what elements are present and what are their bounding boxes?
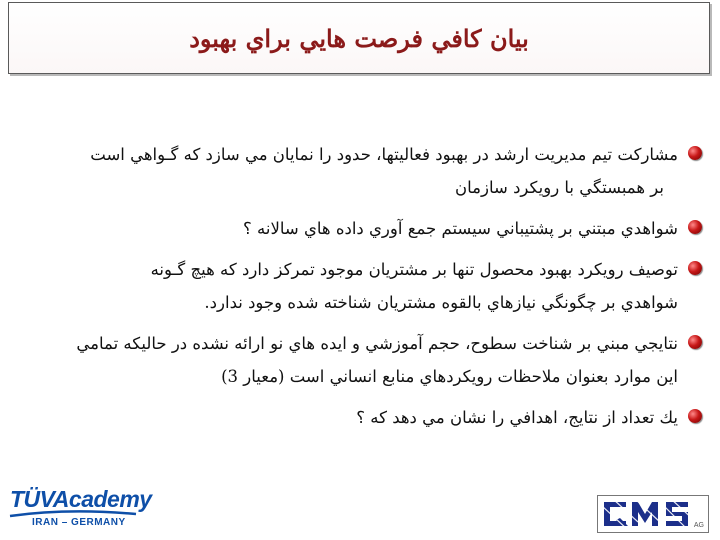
bullet-text-line: نتايجي مبني بر شناخت سطوح، حجم آموزشي و ايده هاي نو ارائه نشده در حاليكه تمامي [76, 334, 678, 353]
red-sphere-bullet-icon [688, 335, 702, 349]
bullet-text-line: يك تعداد از نتايج، اهدافي را نشان مي دهد كه ؟ [356, 408, 678, 427]
bullet-text-line: مشاركت تيم مديريت ارشد در بهبود فعاليتها، حدود را نمايان مي سازد كه گـواهي است [90, 145, 678, 164]
tuv-academy-subtitle: IRAN – GERMANY [32, 517, 126, 528]
tuv-academy-wordmark: TÜVAcademy [10, 486, 152, 512]
bullet-item [18, 327, 702, 393]
red-sphere-bullet-icon [688, 146, 702, 160]
bullet-text-line: بر همبستگي با رويكرد سازمان [455, 178, 664, 197]
bullet-item [18, 253, 702, 319]
tuv-academy-logo [8, 484, 152, 536]
qms-mark-icon [598, 496, 708, 532]
red-sphere-bullet-icon [688, 261, 702, 275]
qms-ag-mark: AG [693, 522, 704, 529]
title-box [8, 2, 710, 74]
bullet-item [18, 401, 702, 434]
bullet-list [18, 138, 702, 442]
bullet-text-line: اين موارد بعنوان ملاحظات رويكردهاي منابع انساني است (معيار 3) [221, 367, 678, 386]
bullet-text-line: شواهدي مبتني بر پشتيباني سيستم جمع آوري داده هاي سالانه ؟ [243, 219, 678, 238]
bullet-item [18, 138, 702, 204]
bullet-text-line: توصيف رويكرد بهبود محصول تنها بر مشتريان موجود تمركز دارد كه هيچ گـونه [150, 260, 678, 279]
qms-logo [597, 495, 709, 533]
red-sphere-bullet-icon [688, 220, 702, 234]
slide-title: بيان كافي فرصت هايي براي بهبود [189, 23, 529, 53]
bullet-text-line: شواهدي بر چگونگي نيازهاي بالقوه مشتريان شناخته شده وجود ندارد. [204, 293, 678, 312]
red-sphere-bullet-icon [688, 409, 702, 423]
bullet-item [18, 212, 702, 245]
